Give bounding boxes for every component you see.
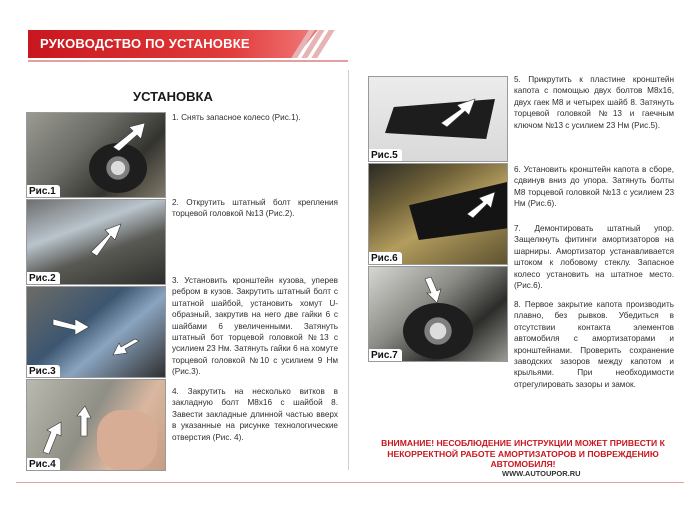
header-banner xyxy=(0,30,699,62)
figure-5-photo xyxy=(368,76,508,162)
step-4-text: 4. Закрутить на несколько витков в закладную болт М8х16 с шайбой 8. Завести закладные длинной частью вверх в указанные на рисунке технологические отверстия (Рис. 4). xyxy=(172,387,338,442)
step-5-text: 5. Прикрутить к пластине кронштейн капота с помощью двух болтов М8х16, двух гаек М8 и четырех шайб 8. Затянуть торцевой головкой №13 и гаечным ключом №13 с усилием 23 Нм (Рис.5). xyxy=(514,75,674,130)
figure-2-photo xyxy=(26,199,166,285)
arrow-icon xyxy=(87,222,127,256)
figure-1-photo xyxy=(26,112,166,198)
banner-title: РУКОВОДСТВО ПО УСТАНОВКЕ xyxy=(40,36,250,51)
footer-url[interactable]: WWW.AUTOUPOR.RU xyxy=(502,469,581,478)
footer-line xyxy=(16,482,684,483)
spare-wheel-image xyxy=(403,303,473,359)
step-6-text: 6. Установить кронштейн капота в сборе, сдвинув вниз до упора. Затянуть болты М8 торцевой головкой №13 с усилием 23 Нм (Рис.6). xyxy=(514,165,674,209)
arrow-icon xyxy=(421,275,451,305)
figure-caption: Рис.3 xyxy=(27,365,60,377)
step-8-text: 8. Первое закрытие капота производить плавно, без рывков. Убедиться в отсутствии контакта элементов автомобиля с амортизаторами и кронштейнами. Проверить сохранение заводских зазоров между капотом и крыльями. При необходимости отрегулировать зазоры и замок. xyxy=(514,300,674,389)
arrow-icon xyxy=(71,404,95,438)
figure-6-photo xyxy=(368,163,508,265)
warning-notice xyxy=(368,438,678,470)
figure-4-photo xyxy=(26,379,166,471)
step-2-text: 2. Открутить штатный болт крепления торцевой головкой №13 (Рис.2). xyxy=(172,198,338,219)
arrow-icon xyxy=(39,420,69,454)
arrow-icon xyxy=(439,97,479,127)
warning-line: АВТОМОБИЛЯ! xyxy=(490,459,556,470)
arrow-icon xyxy=(465,190,499,218)
figure-caption: Рис.5 xyxy=(369,149,402,161)
step-3-text: 3. Установить кронштейн кузова, уперев ребром в кузов. Закрутить штатный болт с штатной шайбой, установить хомут U-образный, закрутив на него две гайки 6 с шайбами 6 увеличенными. Затянуть штатный бот торцевой головкой №13 с усилием 23 Нм. Затянуть гайки 6 на хомуте торцевой головкой №10 с усилием 9 Нм (Рис.3). xyxy=(172,276,338,377)
section-title: УСТАНОВКА xyxy=(133,89,213,104)
column-divider xyxy=(348,70,349,470)
arrow-icon xyxy=(51,313,91,337)
figure-3-photo xyxy=(26,286,166,378)
figure-caption: Рис.2 xyxy=(27,272,60,284)
arrow-icon xyxy=(111,121,151,151)
figure-caption: Рис.4 xyxy=(27,458,60,470)
figure-caption: Рис.7 xyxy=(369,349,402,361)
arrow-icon xyxy=(111,337,141,361)
figure-caption: Рис.1 xyxy=(27,185,60,197)
hand-image xyxy=(97,410,157,470)
step-7-text: 7. Демонтировать штатный упор. Защелкнуть фитинги амортизаторов на шарниры. Амортизатор устанавливается штоком к лобовому стеклу. Запасное колесо установить на штатное место. (Рис.6). xyxy=(514,224,674,291)
warning-line: НЕКОРРЕКТНОЙ РАБОТЕ АМОРТИЗАТОРОВ И ПОВРЕЖДЕНИЮ xyxy=(387,448,659,459)
banner-underline xyxy=(28,60,348,62)
warning-line: ВНИМАНИЕ! НЕСОБЛЮДЕНИЕ ИНСТРУКЦИИ МОЖЕТ ПРИВЕСТИ К xyxy=(381,438,665,448)
step-1-text: 1. Снять запасное колесо (Рис.1). xyxy=(172,113,301,122)
figure-caption: Рис.6 xyxy=(369,252,402,264)
figure-7-photo xyxy=(368,266,508,362)
